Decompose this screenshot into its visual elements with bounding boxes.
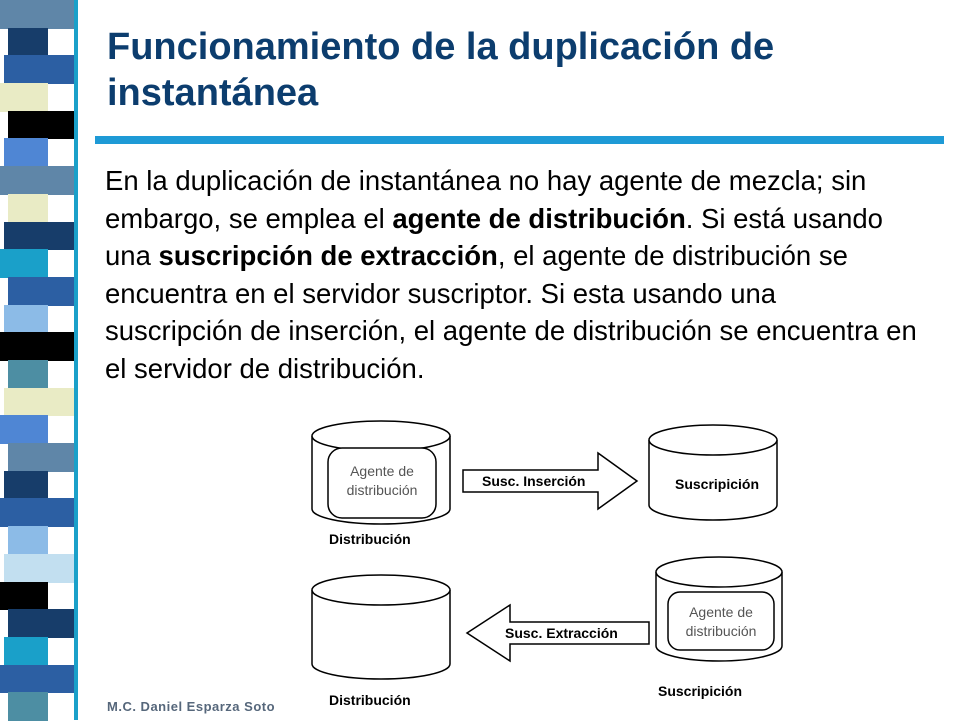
body-text-part: . Si está usando una bbox=[105, 202, 883, 271]
top-subscriber-cylinder bbox=[649, 425, 777, 520]
top-distribution-label: Distribución bbox=[329, 531, 411, 547]
top-subscriber-label: Suscripición bbox=[675, 476, 760, 492]
body-bold-term: suscripción de extracción bbox=[158, 240, 498, 271]
bottom-distribution-cylinder bbox=[312, 575, 450, 679]
bottom-agent-label: Agente de distribución bbox=[685, 604, 757, 639]
author-footer: M.C. Daniel Esparza Soto bbox=[107, 699, 276, 714]
insert-arrow-label: Susc. Inserción bbox=[482, 473, 586, 489]
top-agent-label: Agente de distribución bbox=[346, 463, 418, 498]
page-title: Funcionamiento de la duplicación de instantánea bbox=[107, 26, 775, 114]
body-text-part: En la duplicación de instantánea no hay agente de mezcla; sin embargo, se emplea el bbox=[105, 165, 867, 234]
body-bold-term: agente de distribución bbox=[392, 202, 686, 234]
body-text-part: , el agente de distribución se encuentra en el servidor suscriptor. Si esta usando una suscripción de inserción, el agente de distribución se encuentra en el servidor de distribución. bbox=[105, 240, 917, 384]
bottom-distribution-label: Distribución bbox=[329, 692, 411, 708]
bottom-subscriber-label: Suscripición bbox=[658, 683, 743, 699]
extract-arrow-label: Susc. Extracción bbox=[505, 625, 618, 641]
